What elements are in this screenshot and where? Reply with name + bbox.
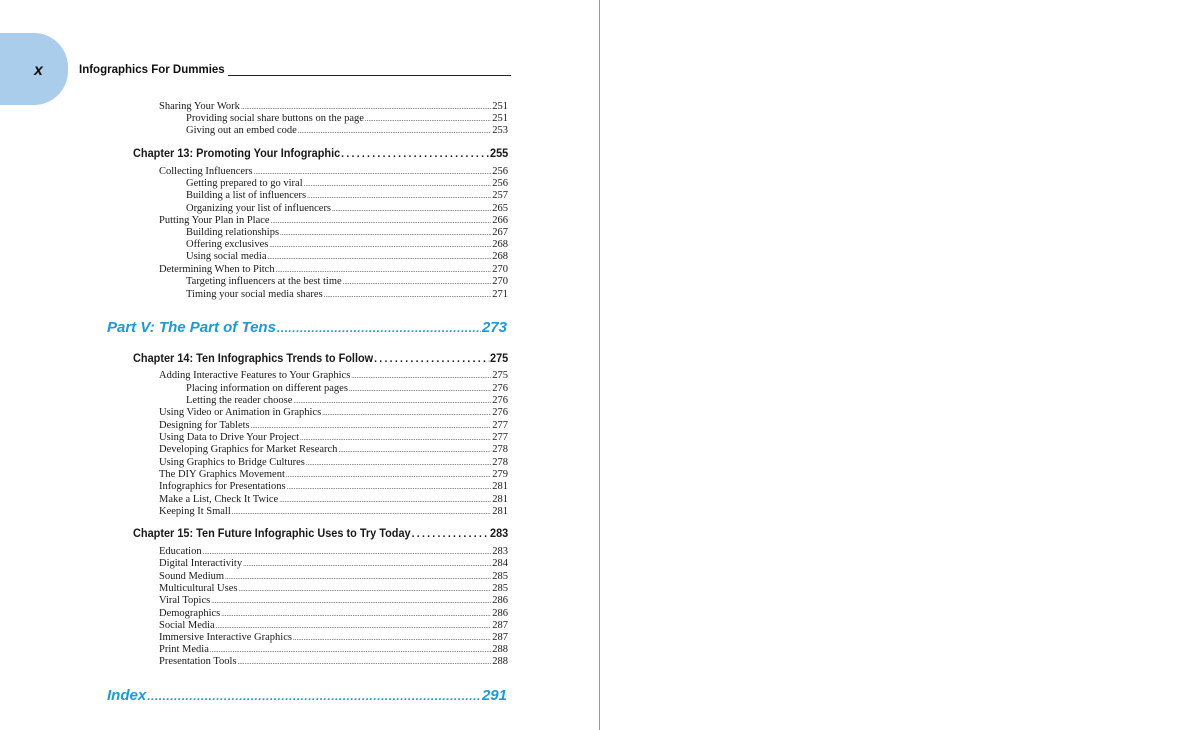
toc-title: Determining When to Pitch	[159, 264, 275, 275]
toc-sub-row	[186, 383, 508, 395]
header-rule	[228, 75, 511, 76]
toc-entry-row	[159, 583, 508, 595]
toc-sub-row	[186, 203, 508, 215]
toc-page-number: 271	[492, 289, 508, 300]
toc-title: Multicultural Uses	[159, 583, 238, 594]
toc-page-number: 268	[492, 239, 508, 250]
toc-title: Presentation Tools	[159, 656, 237, 667]
leader-dots	[251, 420, 492, 432]
toc-title: Infographics for Presentations	[159, 481, 286, 492]
leader-dots	[277, 318, 481, 338]
toc-page-number: 251	[492, 101, 508, 112]
toc-title: Make a List, Check It Twice	[159, 494, 279, 505]
leader-dots	[293, 632, 491, 644]
toc-sub-row	[186, 239, 508, 251]
toc-title: Using Graphics to Bridge Cultures	[159, 457, 305, 468]
toc-title: Using Data to Drive Your Project	[159, 432, 299, 443]
toc-page-number: 273	[481, 319, 507, 336]
toc-title: Chapter 13: Promoting Your Infographic	[133, 148, 341, 160]
leader-dots	[304, 178, 492, 190]
toc-title: Part V: The Part of Tens	[107, 319, 276, 336]
toc-page-number: 253	[492, 125, 508, 136]
toc-page-number: 281	[492, 494, 508, 505]
toc-chapter-row	[133, 526, 508, 542]
toc-entry-row	[159, 101, 508, 113]
toc-page-number: 283	[492, 546, 508, 557]
toc-page-number: 281	[492, 506, 508, 517]
leader-dots	[271, 215, 492, 227]
toc-page-number: 277	[492, 432, 508, 443]
leader-dots	[238, 583, 491, 595]
toc-page-number: 256	[492, 166, 508, 177]
leader-dots	[286, 469, 491, 481]
toc-page-number: 256	[492, 178, 508, 189]
toc-title: Building relationships	[186, 227, 280, 238]
leader-dots	[225, 571, 491, 583]
toc-sub-row	[186, 178, 508, 190]
toc-sub-row	[186, 227, 508, 239]
toc-page-number: 276	[492, 383, 508, 394]
leader-dots	[211, 595, 491, 607]
toc-page-number: 275	[492, 370, 508, 381]
toc-page-number: 283	[490, 528, 509, 540]
toc-sub-row	[186, 289, 508, 301]
toc-entry-row	[159, 264, 508, 276]
toc-title: Keeping It Small	[159, 506, 231, 517]
leader-dots	[267, 251, 491, 263]
toc-sub-row	[186, 395, 508, 407]
toc-page-number: 276	[492, 395, 508, 406]
toc-page-number: 255	[490, 148, 509, 160]
leader-dots	[203, 546, 492, 558]
toc-entry-row	[159, 632, 508, 644]
leader-dots	[293, 395, 491, 407]
leader-dots	[324, 289, 492, 301]
toc-title: Immersive Interactive Graphics	[159, 632, 292, 643]
leader-dots	[332, 203, 491, 215]
toc-title: Index	[107, 687, 147, 704]
toc-title: Chapter 14: Ten Infographics Trends to Follow	[133, 353, 374, 365]
leader-dots	[280, 227, 491, 239]
toc-page-number: 267	[492, 227, 508, 238]
toc-page-number: 265	[492, 203, 508, 214]
leader-dots	[351, 370, 491, 382]
toc-page-number: 285	[492, 571, 508, 582]
toc-entry-row	[159, 407, 508, 419]
toc-chapter-row	[133, 146, 508, 162]
leader-dots	[279, 494, 491, 506]
leader-dots	[241, 101, 491, 113]
toc-title: Print Media	[159, 644, 209, 655]
toc-page-number: 286	[492, 595, 508, 606]
toc-title: Using Video or Animation in Graphics	[159, 407, 322, 418]
toc-entry-row	[159, 469, 508, 481]
toc-page-number: 281	[492, 481, 508, 492]
toc-title: The DIY Graphics Movement	[159, 469, 285, 480]
leader-dots	[365, 113, 491, 125]
leader-dots	[349, 383, 491, 395]
toc-title: Social Media	[159, 620, 215, 631]
toc-title: Organizing your list of influencers	[186, 203, 332, 214]
toc-title: Education	[159, 546, 202, 557]
toc-title: Sound Medium	[159, 571, 225, 582]
toc-entry-row	[159, 608, 508, 620]
leader-dots	[300, 432, 491, 444]
leader-dots	[307, 190, 491, 202]
toc-title: Giving out an embed code	[186, 125, 297, 136]
toc-entry-row	[159, 420, 508, 432]
leader-dots	[338, 444, 491, 456]
leader-dots	[343, 276, 492, 288]
page-divider	[599, 0, 600, 730]
toc-entry-row	[159, 215, 508, 227]
toc-title: Providing social share buttons on the page	[186, 113, 364, 124]
toc-title: Collecting Influencers	[159, 166, 253, 177]
toc-entry-row	[159, 620, 508, 632]
toc-page-number: 270	[492, 264, 508, 275]
toc-entry-row	[159, 166, 508, 178]
leader-dots	[254, 166, 492, 178]
toc-title: Placing information on different pages	[186, 383, 348, 394]
toc-sub-row	[186, 190, 508, 202]
toc-chapter-row	[133, 351, 508, 367]
leader-dots	[412, 526, 489, 542]
toc-title: Developing Graphics for Market Research	[159, 444, 338, 455]
toc-title: Designing for Tablets	[159, 420, 250, 431]
leader-dots	[276, 264, 492, 276]
toc-page-number: 287	[492, 632, 508, 643]
leader-dots	[269, 239, 491, 251]
leader-dots	[216, 620, 492, 632]
toc-title: Offering exclusives	[186, 239, 269, 250]
toc-page-number: 251	[492, 113, 508, 124]
leader-dots	[306, 457, 491, 469]
leader-dots	[232, 506, 492, 518]
toc-title: Building a list of influencers	[186, 190, 307, 201]
toc-entry-row	[159, 481, 508, 493]
toc-sub-row	[186, 113, 508, 125]
toc-title: Chapter 15: Ten Future Infographic Uses to Try Today	[133, 528, 411, 540]
toc-title: Adding Interactive Features to Your Graphics	[159, 370, 351, 381]
toc-title: Targeting influencers at the best time	[186, 276, 342, 287]
toc-entry-row	[159, 457, 508, 469]
toc-sub-row	[186, 125, 508, 137]
toc-page-number: 287	[492, 620, 508, 631]
leader-dots	[243, 558, 491, 570]
toc-page-number: 257	[492, 190, 508, 201]
toc-entry-row	[159, 546, 508, 558]
running-head: Infographics For Dummies	[79, 64, 225, 76]
toc-page-number: 286	[492, 608, 508, 619]
toc-entry-row	[159, 644, 508, 656]
toc-entry-row	[159, 370, 508, 382]
toc-page-number: 270	[492, 276, 508, 287]
leader-dots	[374, 351, 489, 367]
toc-page-number: 276	[492, 407, 508, 418]
leader-dots	[221, 608, 491, 620]
toc-part-row	[107, 318, 507, 338]
toc-entry-row	[159, 656, 508, 668]
leader-dots	[322, 407, 491, 419]
toc-page-number: 268	[492, 251, 508, 262]
toc-entry-row	[159, 506, 508, 518]
toc-sub-row	[186, 276, 508, 288]
toc-entry-row	[159, 558, 508, 570]
leader-dots	[210, 644, 491, 656]
toc-page-number: 288	[492, 644, 508, 655]
toc-page-number: 285	[492, 583, 508, 594]
toc-page-number: 278	[492, 444, 508, 455]
toc-entry-row	[159, 595, 508, 607]
toc-entry-row	[159, 571, 508, 583]
leader-dots	[341, 146, 489, 162]
leader-dots	[147, 686, 481, 706]
toc-entry-row	[159, 432, 508, 444]
toc-sub-row	[186, 251, 508, 263]
leader-dots	[238, 656, 492, 668]
toc-title: Demographics	[159, 608, 221, 619]
toc-title: Letting the reader choose	[186, 395, 293, 406]
toc-title: Using social media	[186, 251, 267, 262]
toc-part-row	[107, 686, 507, 706]
toc-title: Viral Topics	[159, 595, 211, 606]
toc-page-number: 278	[492, 457, 508, 468]
toc-page-number: 266	[492, 215, 508, 226]
toc-title: Sharing Your Work	[159, 101, 240, 112]
toc-page-number: 291	[481, 687, 507, 704]
leader-dots	[298, 125, 491, 137]
toc-page-number: 275	[490, 353, 509, 365]
toc-page-number: 284	[492, 558, 508, 569]
toc-title: Timing your social media shares	[186, 289, 323, 300]
toc-page-number: 288	[492, 656, 508, 667]
toc-title: Putting Your Plan in Place	[159, 215, 270, 226]
toc-page-number: 277	[492, 420, 508, 431]
tab-label: x	[34, 62, 43, 79]
leader-dots	[287, 481, 492, 493]
toc-title: Digital Interactivity	[159, 558, 243, 569]
toc-entry-row	[159, 494, 508, 506]
toc-title: Getting prepared to go viral	[186, 178, 303, 189]
toc-entry-row	[159, 444, 508, 456]
toc-page-number: 279	[492, 469, 508, 480]
